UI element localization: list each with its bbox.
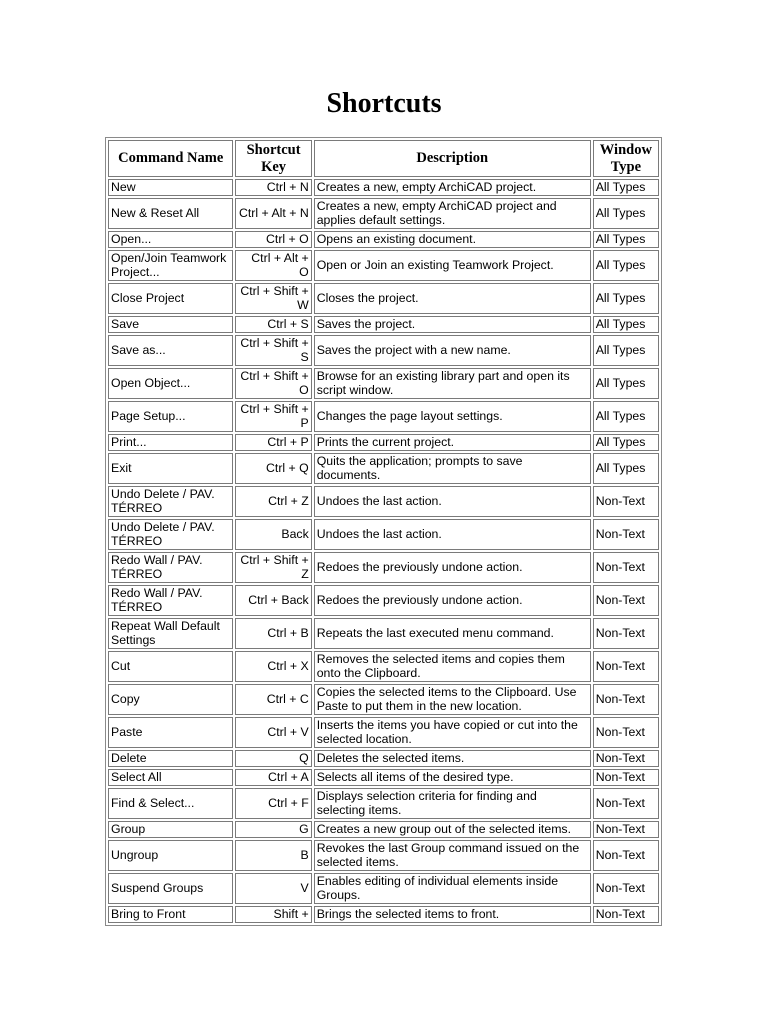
table-row	[108, 198, 659, 229]
table-row	[108, 486, 659, 517]
command-name-cell: Repeat Wall Default Settings	[108, 618, 233, 649]
table-row	[108, 453, 659, 484]
table-row	[108, 519, 659, 550]
shortcut-key-cell: Ctrl + Q	[235, 453, 311, 484]
header-window-type: Window Type	[593, 140, 659, 177]
command-name-cell: Ungroup	[108, 840, 233, 871]
description-cell: Removes the selected items and copies them onto the Clipboard.	[314, 651, 591, 682]
window-type-cell: All Types	[593, 316, 659, 333]
shortcut-key-cell: Ctrl + N	[235, 179, 311, 196]
shortcut-key-cell: Shift +	[235, 906, 311, 923]
shortcut-key-cell: Ctrl + Alt + N	[235, 198, 311, 229]
shortcut-key-cell: Ctrl + Alt + O	[235, 250, 311, 281]
shortcut-key-cell: Ctrl + S	[235, 316, 311, 333]
shortcut-key-cell: Ctrl + Back	[235, 585, 311, 616]
description-cell: Selects all items of the desired type.	[314, 769, 591, 786]
command-name-cell: Page Setup...	[108, 401, 233, 432]
shortcuts-table-container	[105, 137, 662, 926]
command-name-cell: Bring to Front	[108, 906, 233, 923]
table-row	[108, 750, 659, 767]
description-cell: Creates a new, empty ArchiCAD project and applies default settings.	[314, 198, 591, 229]
command-name-cell: Save as...	[108, 335, 233, 366]
shortcut-key-cell: Ctrl + A	[235, 769, 311, 786]
window-type-cell: Non-Text	[593, 840, 659, 871]
command-name-cell: Undo Delete / PAV. TÉRREO	[108, 519, 233, 550]
shortcuts-table	[105, 137, 662, 926]
command-name-cell: Print...	[108, 434, 233, 451]
window-type-cell: All Types	[593, 335, 659, 366]
window-type-cell: Non-Text	[593, 552, 659, 583]
table-row	[108, 618, 659, 649]
window-type-cell: All Types	[593, 368, 659, 399]
page-title: Shortcuts	[326, 88, 442, 119]
shortcut-key-cell: Ctrl + Shift + O	[235, 368, 311, 399]
window-type-cell: All Types	[593, 250, 659, 281]
description-cell: Enables editing of individual elements inside Groups.	[314, 873, 591, 904]
window-type-cell: Non-Text	[593, 717, 659, 748]
table-row	[108, 873, 659, 904]
description-cell: Displays selection criteria for finding and selecting items.	[314, 788, 591, 819]
description-cell: Closes the project.	[314, 283, 591, 314]
table-row	[108, 434, 659, 451]
description-cell: Open or Join an existing Teamwork Project.	[314, 250, 591, 281]
command-name-cell: New	[108, 179, 233, 196]
command-name-cell: Close Project	[108, 283, 233, 314]
window-type-cell: All Types	[593, 401, 659, 432]
shortcut-key-cell: Ctrl + B	[235, 618, 311, 649]
shortcut-key-cell: Ctrl + P	[235, 434, 311, 451]
command-name-cell: Save	[108, 316, 233, 333]
window-type-cell: Non-Text	[593, 585, 659, 616]
table-row	[108, 250, 659, 281]
description-cell: Changes the page layout settings.	[314, 401, 591, 432]
table-row	[108, 906, 659, 923]
command-name-cell: Redo Wall / PAV. TÉRREO	[108, 552, 233, 583]
window-type-cell: Non-Text	[593, 486, 659, 517]
command-name-cell: Delete	[108, 750, 233, 767]
window-type-cell: Non-Text	[593, 684, 659, 715]
window-type-cell: Non-Text	[593, 519, 659, 550]
command-name-cell: Undo Delete / PAV. TÉRREO	[108, 486, 233, 517]
table-row	[108, 651, 659, 682]
header-description: Description	[314, 140, 591, 177]
description-cell: Quits the application; prompts to save documents.	[314, 453, 591, 484]
shortcut-key-cell: Ctrl + Shift + S	[235, 335, 311, 366]
table-row	[108, 684, 659, 715]
command-name-cell: New & Reset All	[108, 198, 233, 229]
window-type-cell: Non-Text	[593, 769, 659, 786]
command-name-cell: Exit	[108, 453, 233, 484]
description-cell: Saves the project with a new name.	[314, 335, 591, 366]
description-cell: Redoes the previously undone action.	[314, 552, 591, 583]
window-type-cell: Non-Text	[593, 906, 659, 923]
description-cell: Undoes the last action.	[314, 519, 591, 550]
command-name-cell: Redo Wall / PAV. TÉRREO	[108, 585, 233, 616]
command-name-cell: Select All	[108, 769, 233, 786]
command-name-cell: Open...	[108, 231, 233, 248]
command-name-cell: Open Object...	[108, 368, 233, 399]
shortcut-key-cell: Ctrl + V	[235, 717, 311, 748]
description-cell: Creates a new, empty ArchiCAD project.	[314, 179, 591, 196]
table-row	[108, 316, 659, 333]
table-row	[108, 401, 659, 432]
description-cell: Deletes the selected items.	[314, 750, 591, 767]
table-row	[108, 335, 659, 366]
window-type-cell: Non-Text	[593, 618, 659, 649]
shortcut-key-cell: G	[235, 821, 311, 838]
description-cell: Prints the current project.	[314, 434, 591, 451]
description-cell: Repeats the last executed menu command.	[314, 618, 591, 649]
command-name-cell: Copy	[108, 684, 233, 715]
table-row	[108, 179, 659, 196]
shortcut-key-cell: V	[235, 873, 311, 904]
description-cell: Revokes the last Group command issued on the selected items.	[314, 840, 591, 871]
command-name-cell: Cut	[108, 651, 233, 682]
description-cell: Browse for an existing library part and open its script window.	[314, 368, 591, 399]
description-cell: Undoes the last action.	[314, 486, 591, 517]
window-type-cell: Non-Text	[593, 750, 659, 767]
table-row	[108, 283, 659, 314]
window-type-cell: All Types	[593, 434, 659, 451]
table-row	[108, 717, 659, 748]
window-type-cell: All Types	[593, 231, 659, 248]
description-cell: Inserts the items you have copied or cut into the selected location.	[314, 717, 591, 748]
window-type-cell: All Types	[593, 283, 659, 314]
table-row	[108, 821, 659, 838]
table-row	[108, 552, 659, 583]
window-type-cell: Non-Text	[593, 788, 659, 819]
description-cell: Redoes the previously undone action.	[314, 585, 591, 616]
shortcut-key-cell: Ctrl + Shift + P	[235, 401, 311, 432]
description-cell: Saves the project.	[314, 316, 591, 333]
table-row	[108, 788, 659, 819]
table-row	[108, 368, 659, 399]
description-cell: Copies the selected items to the Clipboard. Use Paste to put them in the new location.	[314, 684, 591, 715]
shortcut-key-cell: Ctrl + Shift + Z	[235, 552, 311, 583]
shortcut-key-cell: B	[235, 840, 311, 871]
command-name-cell: Paste	[108, 717, 233, 748]
command-name-cell: Open/Join Teamwork Project...	[108, 250, 233, 281]
header-command-name: Command Name	[108, 140, 233, 177]
window-type-cell: All Types	[593, 198, 659, 229]
window-type-cell: All Types	[593, 179, 659, 196]
shortcut-key-cell: Ctrl + F	[235, 788, 311, 819]
table-row	[108, 585, 659, 616]
shortcut-key-cell: Ctrl + O	[235, 231, 311, 248]
description-cell: Creates a new group out of the selected items.	[314, 821, 591, 838]
shortcut-key-cell: Ctrl + Shift + W	[235, 283, 311, 314]
table-header-row	[108, 140, 659, 177]
shortcut-key-cell: Q	[235, 750, 311, 767]
table-row	[108, 769, 659, 786]
command-name-cell: Group	[108, 821, 233, 838]
table-row	[108, 231, 659, 248]
window-type-cell: All Types	[593, 453, 659, 484]
window-type-cell: Non-Text	[593, 821, 659, 838]
window-type-cell: Non-Text	[593, 651, 659, 682]
window-type-cell: Non-Text	[593, 873, 659, 904]
header-shortcut-key: Shortcut Key	[235, 140, 311, 177]
shortcut-key-cell: Ctrl + C	[235, 684, 311, 715]
table-row	[108, 840, 659, 871]
shortcut-key-cell: Ctrl + Z	[235, 486, 311, 517]
table-body	[108, 179, 659, 923]
command-name-cell: Suspend Groups	[108, 873, 233, 904]
description-cell: Opens an existing document.	[314, 231, 591, 248]
description-cell: Brings the selected items to front.	[314, 906, 591, 923]
shortcut-key-cell: Back	[235, 519, 311, 550]
command-name-cell: Find & Select...	[108, 788, 233, 819]
shortcut-key-cell: Ctrl + X	[235, 651, 311, 682]
